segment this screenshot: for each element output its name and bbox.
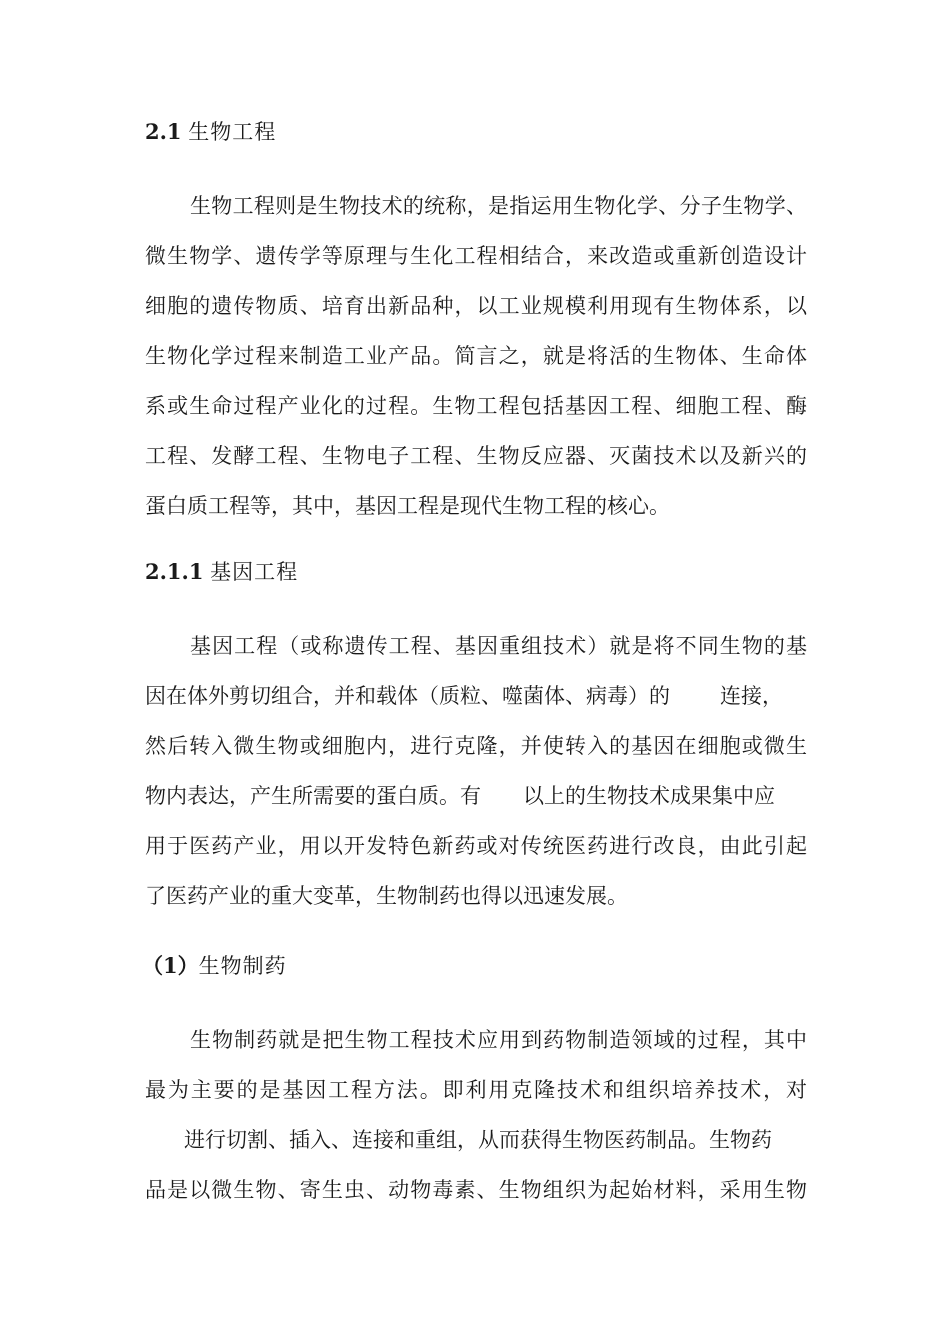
paragraph-text: 因在体外剪切组合，并和载体（质粒、噬菌体、病毒）的 (145, 684, 670, 708)
section-number: 2.1 (145, 119, 182, 144)
section-number: 2.1.1 (145, 559, 204, 584)
paragraph-line: 生物工程则是生物技术的统称，是指运用生物化学、分子生物学、 (190, 194, 807, 218)
paragraph-line: 细胞的遗传物质、培育出新品种，以工业规模利用现有生物体系，以 (145, 294, 807, 318)
paragraph-line: 蛋白质工程等，其中，基因工程是现代生物工程的核心。 (145, 494, 670, 518)
paragraph-line: 品是以微生物、寄生虫、动物毒素、生物组织为起始材料，采用生物 (145, 1178, 807, 1202)
section-number: （1） (142, 953, 199, 978)
subsection-heading-1 (142, 952, 287, 980)
paragraph-line: 工程、发酵工程、生物电子工程、生物反应器、灭菌技术以及新兴的 (145, 444, 807, 468)
paragraph-line: 生物制药就是把生物工程技术应用到药物制造领域的过程，其中 (190, 1028, 807, 1052)
paragraph-line: 最为主要的是基因工程方法。即利用克隆技术和组织培养技术，对 (145, 1078, 807, 1102)
section-heading-2-1-1 (145, 558, 298, 586)
paragraph-line: 进行切割、插入、连接和重组，从而获得生物医药制品。生物药 (184, 1128, 772, 1152)
paragraph-text: 物内表达，产生所需要的蛋白质。有 (145, 784, 481, 808)
section-title: 生物工程 (188, 120, 277, 144)
paragraph-line: 生物化学过程来制造工业产品。简言之，就是将活的生物体、生命体 (145, 344, 807, 368)
paragraph-line: 微生物学、遗传学等原理与生化工程相结合，来改造或重新创造设计 (145, 244, 807, 268)
paragraph-text: 以上的生物技术成果集中应 (523, 784, 775, 808)
paragraph-line: 系或生命过程产业化的过程。生物工程包括基因工程、细胞工程、酶 (145, 394, 807, 418)
section-title: 基因工程 (210, 560, 299, 584)
paragraph-line: 基因工程（或称遗传工程、基因重组技术）就是将不同生物的基 (190, 634, 807, 658)
paragraph-line: 了医药产业的重大变革，生物制药也得以迅速发展。 (145, 884, 628, 908)
paragraph-line (145, 782, 807, 810)
section-title: 生物制药 (198, 954, 287, 978)
paragraph-text: 连接， (720, 684, 783, 708)
section-heading-2-1 (145, 118, 276, 146)
paragraph-line: 用于医药产业，用以开发特色新药或对传统医药进行改良，由此引起 (145, 834, 807, 858)
paragraph-line: 然后转入微生物或细胞内，进行克隆，并使转入的基因在细胞或微生 (145, 734, 807, 758)
paragraph-line (145, 682, 807, 710)
